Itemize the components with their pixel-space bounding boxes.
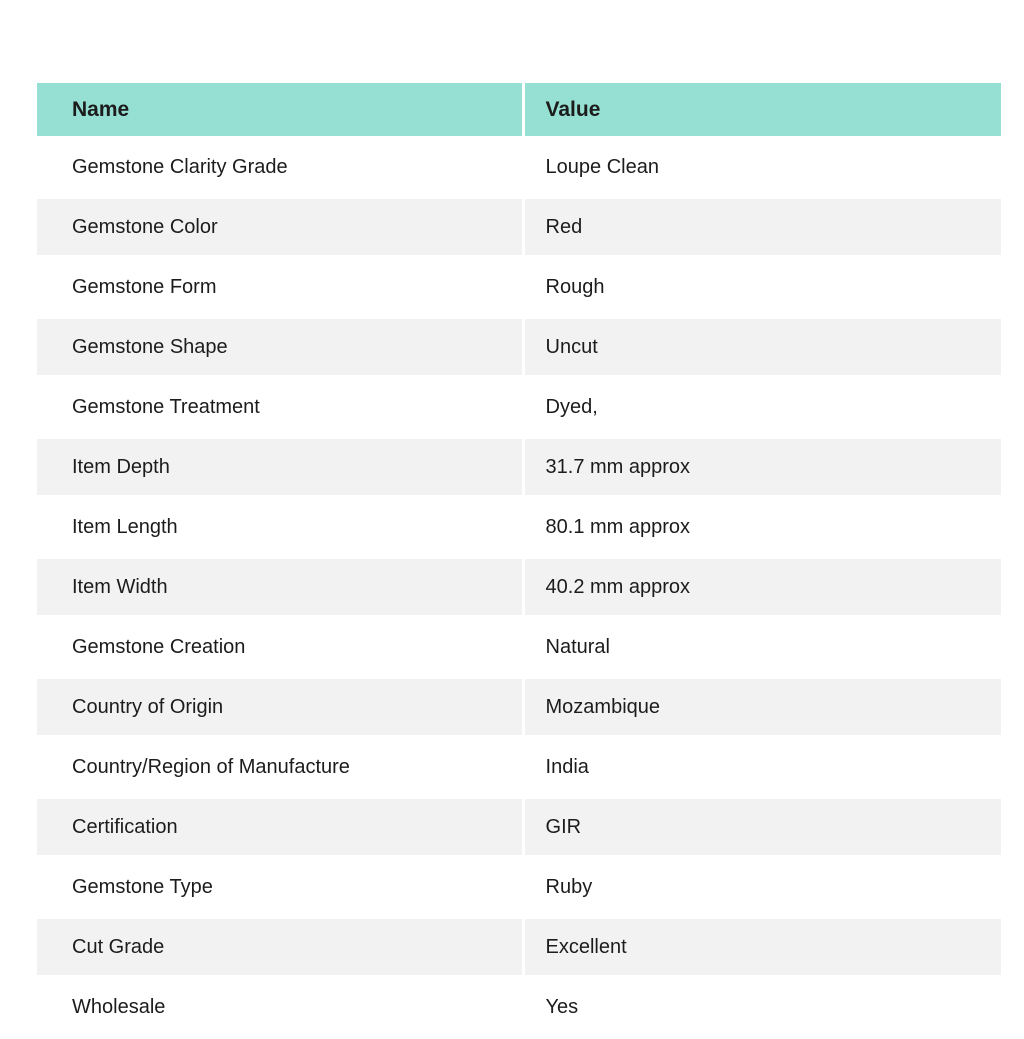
spec-table (37, 83, 1001, 1039)
value-cell: Loupe Clean (525, 139, 1001, 199)
value-cell: Mozambique (525, 679, 1001, 739)
table-row (37, 979, 1001, 1039)
name-cell: Item Length (37, 499, 525, 559)
table-row (37, 739, 1001, 799)
name-cell: Item Depth (37, 439, 525, 499)
value-cell: GIR (525, 799, 1001, 859)
name-cell: Gemstone Shape (37, 319, 525, 379)
name-cell: Gemstone Creation (37, 619, 525, 679)
table-row (37, 319, 1001, 379)
table-row (37, 259, 1001, 319)
name-cell: Gemstone Color (37, 199, 525, 259)
value-cell: Natural (525, 619, 1001, 679)
spec-table-container (37, 83, 1001, 1039)
header-row (37, 83, 1001, 139)
spec-table-body (37, 139, 1001, 1039)
value-cell: 31.7 mm approx (525, 439, 1001, 499)
table-row (37, 499, 1001, 559)
value-cell: Dyed, (525, 379, 1001, 439)
name-cell: Certification (37, 799, 525, 859)
value-cell: Uncut (525, 319, 1001, 379)
value-cell: Ruby (525, 859, 1001, 919)
table-row (37, 679, 1001, 739)
value-cell: 80.1 mm approx (525, 499, 1001, 559)
header-cell-value: Value (525, 83, 1001, 139)
header-cell-name: Name (37, 83, 525, 139)
table-row (37, 619, 1001, 679)
value-cell: Red (525, 199, 1001, 259)
table-row (37, 859, 1001, 919)
name-cell: Gemstone Treatment (37, 379, 525, 439)
table-row (37, 919, 1001, 979)
name-cell: Country of Origin (37, 679, 525, 739)
name-cell: Cut Grade (37, 919, 525, 979)
table-row (37, 139, 1001, 199)
name-cell: Gemstone Clarity Grade (37, 139, 525, 199)
table-row (37, 379, 1001, 439)
value-cell: Excellent (525, 919, 1001, 979)
name-cell: Country/Region of Manufacture (37, 739, 525, 799)
table-row (37, 559, 1001, 619)
table-row (37, 199, 1001, 259)
name-cell: Gemstone Type (37, 859, 525, 919)
value-cell: India (525, 739, 1001, 799)
table-row (37, 439, 1001, 499)
name-cell: Gemstone Form (37, 259, 525, 319)
name-cell: Item Width (37, 559, 525, 619)
spec-table-header (37, 83, 1001, 139)
table-row (37, 799, 1001, 859)
name-cell: Wholesale (37, 979, 525, 1039)
value-cell: 40.2 mm approx (525, 559, 1001, 619)
value-cell: Yes (525, 979, 1001, 1039)
value-cell: Rough (525, 259, 1001, 319)
